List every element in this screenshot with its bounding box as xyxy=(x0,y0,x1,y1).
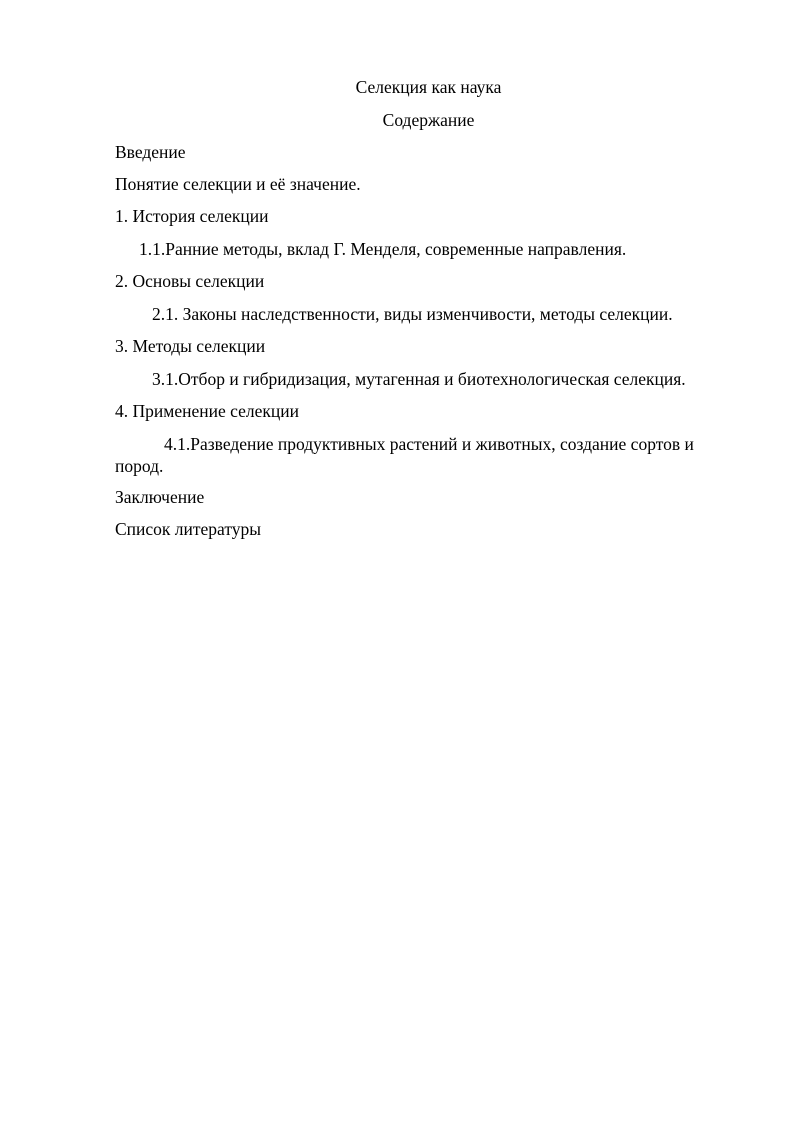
toc-item-references: Список литературы xyxy=(115,519,262,539)
toc-item-subsection-1-1: 1.1.Ранние методы, вклад Г. Менделя, современные направления. xyxy=(139,239,627,259)
toc-item-introduction: Введение xyxy=(115,142,186,162)
toc-item-conclusion: Заключение xyxy=(115,487,205,507)
toc-item-subsection-3-1: 3.1.Отбор и гибридизация, мутагенная и биотехнологическая селекция. xyxy=(152,369,686,389)
toc-item-section-4: 4. Применение селекции xyxy=(115,401,299,421)
toc-item-subsection-2-1: 2.1. Законы наследственности, виды изменчивости, методы селекции. xyxy=(152,304,673,324)
toc-item-section-1: 1. История селекции xyxy=(115,206,269,226)
toc-heading: Содержание xyxy=(382,110,475,130)
toc-item-subsection-4-1: 4.1.Разведение продуктивных растений и животных, создание сортов и пород. xyxy=(115,434,694,476)
toc-item-section-2: 2. Основы селекции xyxy=(115,271,265,291)
document-title: Селекция как наука xyxy=(355,77,502,97)
toc-item-concept: Понятие селекции и её значение. xyxy=(115,174,361,194)
toc-item-section-3: 3. Методы селекции xyxy=(115,336,266,356)
